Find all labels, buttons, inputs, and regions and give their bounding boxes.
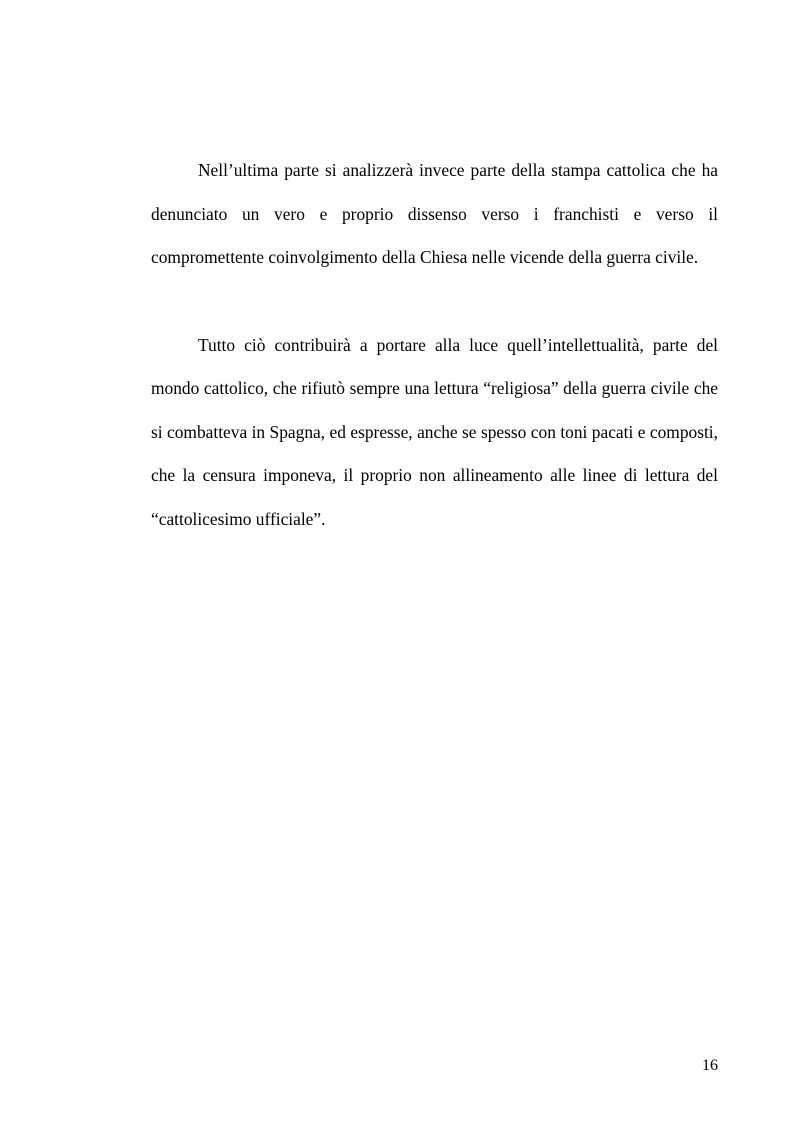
page-number: 16: [702, 1057, 718, 1074]
paragraph-1: Nell’ultima parte si analizzerà invece parte della stampa cattolica che ha denunciato un vero e proprio dissenso verso i franchisti e verso il compromettente coinvolgimento della Chiesa nelle vicende della guerra civile.: [151, 160, 718, 267]
paragraph-2: Tutto ciò contribuirà a portare alla luce quell’intellettualità, parte del mondo cattolico, che rifiutò sempre una lettura “religiosa” della guerra civile che si combatteva in Spagna, ed espresse, anche se spesso con toni pacati e composti, che la censura imponeva, il proprio non allineamento alle linee di lettura del “cattolicesimo ufficiale”.: [151, 334, 718, 529]
body-text: [151, 149, 718, 541]
